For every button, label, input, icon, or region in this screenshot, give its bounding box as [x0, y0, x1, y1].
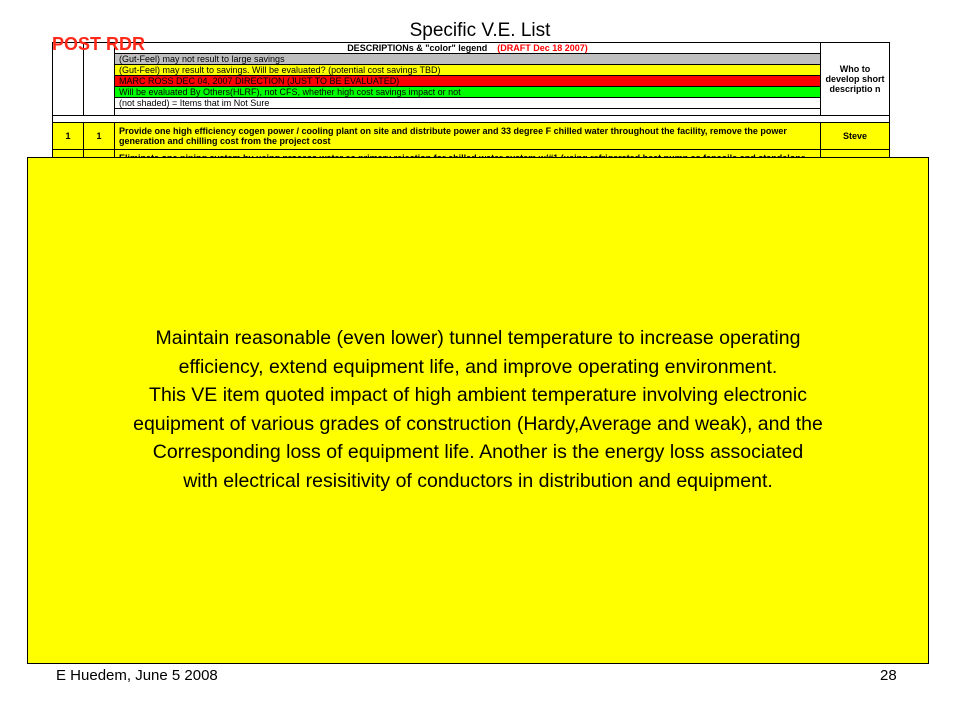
row-who: Steve: [821, 123, 890, 150]
legend-item-gray: (Gut-Feel) may not result to large savings: [115, 54, 821, 65]
callout-line: efficiency, extend equipment life, and improve operating environment.: [178, 355, 778, 378]
legend-heading-text: DESCRIPTIONs & "color" legend: [347, 43, 488, 53]
legend-item-unshaded: (not shaded) = Items that im Not Sure: [115, 98, 821, 109]
legend-item-green: Will be evaluated By Others(HLRF), not CFS, whether high cost savings impact or not: [115, 87, 821, 98]
table-row: [53, 123, 890, 150]
row-number: 1: [53, 123, 84, 150]
callout-line: This VE item quoted impact of high ambient temperature involving electronic: [149, 384, 807, 406]
who-header: Who to develop short descriptio n: [821, 43, 890, 116]
callout-text: [133, 324, 823, 495]
legend-item-red: MARC ROSS DEC 04, 2007 DIRECTION (JUST TO BE EVALUATED): [115, 76, 821, 87]
post-rdr-label: POST RDR: [52, 34, 146, 54]
callout-box: [27, 157, 929, 664]
legend-item-yellow: (Gut-Feel) may result to savings. Will be evaluated? (potential cost savings TBD): [115, 65, 821, 76]
footer-author-date: E Huedem, June 5 2008: [56, 667, 218, 684]
callout-line: with electrical resisitivity of conductors in distribution and equipment.: [183, 469, 773, 492]
page-number: 28: [880, 667, 897, 684]
callout-line: Maintain reasonable (even lower) tunnel temperature to increase operating: [155, 327, 801, 349]
legend-heading: [115, 43, 821, 54]
table-gap: [53, 116, 890, 123]
legend-spacer: [115, 109, 821, 116]
callout-line: Corresponding loss of equipment life. Another is the energy loss associated: [152, 441, 804, 463]
callout-line: equipment of various grades of construction (Hardy,Average and weak), and the: [133, 412, 823, 435]
row-item-number: 1: [84, 123, 115, 150]
row-description: Provide one high efficiency cogen power / cooling plant on site and distribute power and 33 degree F chilled water throughout the facility, remove the power generation and chilling cost from the project cost: [115, 123, 821, 150]
draft-date: (DRAFT Dec 18 2007): [497, 43, 588, 53]
slide-title: Specific V.E. List: [409, 20, 551, 41]
